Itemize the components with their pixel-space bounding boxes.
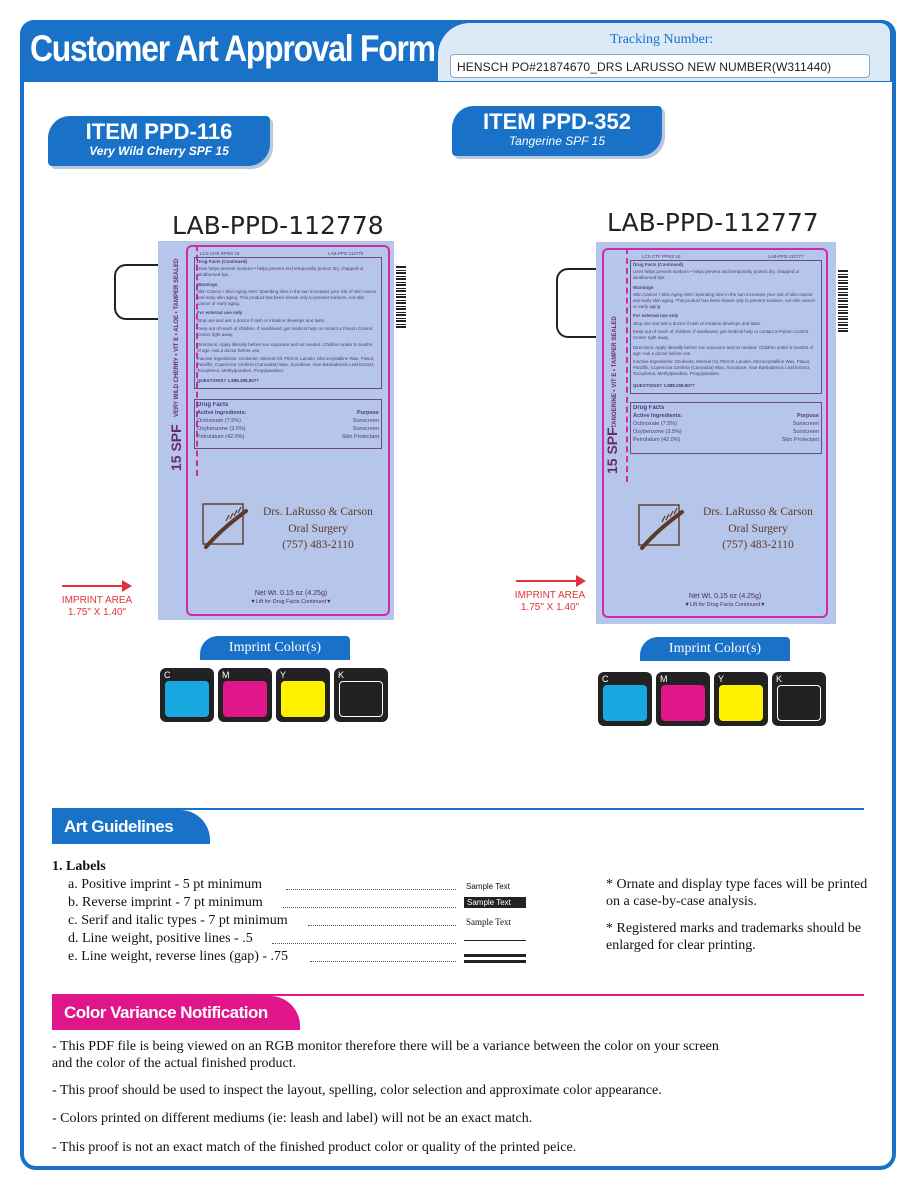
guideline-item: b. Reverse imprint - 7 pt minimum [68,895,263,910]
guideline-note-trademarks: * Registered marks and trademarks should be enlarged for clear printing. [606,921,862,953]
guideline-note-ornate: * Ornate and display type faces will be printed on a case-by-case analysis. [606,877,868,909]
active-row-purpose: Sunscreen [792,429,819,435]
drug-facts-skin-cancer: Skin Cancer / Skin Aging Alert: Spending time in the sun increases your risk of skin cancer and early skin aging. This product has been shown only to prevent sunburn, not skin cancer or early aging. [197,289,377,306]
drug-facts-skin-cancer: Skin Cancer / Skin Aging Alert: Spending time in the sun increases your risk of skin cancer and early skin aging. This product has been shown only to prevent sunburn, not skin cancer or early aging. [633,292,816,309]
drug-facts-title: Drug Facts [633,405,665,411]
drug-facts-keep-out: Keep out of reach of children. If swallowed, get medical help or contact a Poison Control Center right away. [633,329,809,340]
sample-reverse-text: Sample Text [464,897,526,908]
drug-facts-continued-panel [194,257,382,389]
leader-dots [308,925,456,926]
spine-spf: 15 SPF [604,427,620,474]
hang-tab-outline [556,268,600,338]
drug-facts-questions: QUESTIONS? 1.888.298.8077 [633,383,695,388]
color-variance-line: - Colors printed on different mediums (ie: leash and label) will not be an exact match. [52,1111,533,1126]
leader-dots [286,889,456,890]
active-row-name: Octinoxate (7.5%) [197,418,242,424]
label-header-right: LAB-PPD-112777 [768,254,804,259]
drug-facts-external: For external use only [197,310,243,315]
swatch-key: Y [718,674,725,684]
swatch-fill [281,681,325,717]
guideline-item: e. Line weight, reverse lines (gap) - .75 [68,949,289,964]
swatch-key: C [602,674,609,684]
swatch-fill [661,685,705,721]
drug-facts-stop-use: Stop use and ask a doctor if rash or irritation develops and lasts. [197,318,326,323]
color-variance-line: - This proof is not an exact match of the finished product color or quality of the printed peice. [52,1140,577,1155]
swatch-key: K [338,670,345,680]
active-row-purpose: Skin Protectant [781,437,819,443]
swatch-cyan [160,668,214,722]
company-name: Drs. LaRusso & Carson [263,506,373,518]
swatch-cyan [598,672,652,726]
imprint-color-tab: Imprint Color(s) [200,636,350,660]
swatch-black [772,672,826,726]
swatch-key: K [776,674,783,684]
color-variance-heading: Color Variance Notification [52,996,300,1030]
lab-number: LAB-PPD-112778 [172,211,384,240]
drug-facts-inactive: Inactive Ingredients: Ozokerite, Mineral Oil, PEG-8, Lanolin, Microcrystalline Wax, Flavor, Paraffin, Copernicia Cerifera (Carnauba) Wax, Sucralose, Aloe Barbadensis Leaf Extract, Tocopherol, Methylparaben, Propylparaben. [633,359,811,376]
tracking-label: Tracking Number: [610,32,714,47]
color-variance-line: - This PDF file is being viewed on an RGB monitor therefore there will be a variance between the color on your screen and the color of the actual finished product. [52,1039,719,1071]
imprint-area-title: IMPRINT AREA [61,595,133,606]
spine-spf: 15 SPF [168,424,184,471]
lift-instructions: ▼Lift for Drug Facts Continued▼ [250,599,332,605]
active-row-purpose: Skin Protectant [341,434,379,440]
active-row-name: Petrolatum (42.0%) [633,437,681,443]
drug-facts-continued: Drug Facts (Continued) [633,262,683,267]
company-phone: (757) 483-2110 [722,539,794,551]
active-row-purpose: Sunscreen [352,426,379,432]
drug-facts-continued: Drug Facts (Continued) [197,259,247,264]
purpose-label: Purpose [796,413,819,419]
company-phone: (757) 483-2110 [282,539,354,551]
imprint-area-label [56,595,138,619]
swatch-yellow [276,668,330,722]
guideline-item: d. Line weight, positive lines - .5 [68,931,253,946]
sample-positive-text: Sample Text [466,882,510,891]
toothbrush-logo-icon [202,503,248,551]
barcode [396,266,406,328]
sample-serif-text: Sample Text [466,917,511,927]
label-artwork [158,241,394,620]
drug-facts-directions: Directions: Apply liberally before sun exposure and as needed. Children under 6 months of age: Ask a doctor before use. [197,342,373,353]
drug-facts-title: Drug Facts [197,402,229,408]
purpose-label: Purpose [356,410,379,416]
label-header-right: LAB-PPD-112778 [328,251,364,256]
drug-facts-warnings: Warnings [197,282,218,287]
imprint-area-size: 1.75" X 1.40" [520,602,580,613]
art-guidelines-heading: Art Guidelines [52,810,210,844]
swatch-fill [777,685,821,721]
swatch-key: C [164,670,171,680]
imprint-color-tab: Imprint Color(s) [640,637,790,661]
tracking-number-field[interactable]: HENSCH PO#21874670_DRS LARUSSO NEW NUMBER(W311440) [450,54,870,78]
item-tag-1 [48,116,270,166]
drug-facts-inactive: Inactive Ingredients: Ozokerite, Mineral Oil, PEG-8, Lanolin, Microcrystalline Wax, Flavor, Paraffin, Copernicia Cerifera (Carnauba) Wax, Sucralose, Aloe Barbadensis Leaf Extract, Tocopherol, Methylparaben, Propylparaben. [197,356,375,373]
spine-description: VERY WILD CHERRY • VIT E • ALOE • TAMPER SEALED [174,258,180,417]
swatch-fill [719,685,763,721]
swatch-fill [223,681,267,717]
spine-description: TANGERINE • VIT E • TAMPER SEALED [612,316,618,428]
lab-number: LAB-PPD-112777 [607,208,819,237]
swatch-key: M [660,674,668,684]
guideline-item: c. Serif and italic types - 7 pt minimum [68,913,288,928]
net-weight: Net Wt. 0.15 oz (4.25g) [254,590,328,597]
barcode [838,270,848,332]
company-line-2: Oral Surgery [288,523,348,535]
label-artwork [596,242,836,624]
label-header-left: LCS CTF PPNS 15 [642,254,681,259]
leader-dots [283,907,456,908]
item-flavor: Very Wild Cherry SPF 15 [89,144,229,158]
item-flavor: Tangerine SPF 15 [508,134,606,148]
active-row-name: Oxybenzone (3.5%) [197,426,246,432]
drug-facts-panel [630,402,822,454]
drug-facts-uses: Uses helps prevent sunburn • helps prevent and temporarily protect dry, chapped or windburned lips. [633,269,800,280]
item-code: ITEM PPD-352 [483,109,631,134]
drug-facts-stop-use: Stop use and ask a doctor if rash or irritation develops and lasts. [633,321,762,326]
active-ingredients-label: Active Ingredients: [633,413,683,419]
swatch-black [334,668,388,722]
drug-facts-uses: Uses helps prevent sunburn • helps prevent and temporarily protect dry, chapped or windburned lips. [197,266,364,277]
active-row-name: Petrolatum (42.0%) [197,434,245,440]
active-row-name: Octinoxate (7.5%) [633,421,678,427]
leader-dots [272,943,456,944]
lift-instructions: ▼Lift for Drug Facts Continued▼ [684,602,766,608]
active-row-name: Oxybenzone (3.5%) [633,429,682,435]
form-title: Customer Art Approval Form [30,28,435,69]
swatch-magenta [218,668,272,722]
drug-facts-continued-panel [630,260,822,394]
toothbrush-logo-icon [638,504,684,552]
swatch-fill [165,681,209,717]
drug-facts-directions: Directions: Apply liberally before sun exposure and as needed. Children under 6 months of age: Ask a doctor before use. [633,345,814,356]
swatch-fill [339,681,383,717]
sample-reverse-lines [464,954,526,957]
swatch-magenta [656,672,710,726]
imprint-area-title: IMPRINT AREA [514,590,586,601]
guideline-item: a. Positive imprint - 5 pt minimum [68,877,263,892]
imprint-area-arrow [62,585,130,587]
drug-facts-external: For external use only [633,313,679,318]
color-variance-line: - This proof should be used to inspect the layout, spelling, color selection and approximate color appearance. [52,1083,662,1098]
active-ingredients-label: Active Ingredients: [197,410,247,416]
label-header-left: LCS CHE RPNS 15 [200,251,240,256]
imprint-area-size: 1.75" X 1.40" [67,607,127,618]
drug-facts-questions: QUESTIONS? 1.888.298.8077 [197,378,259,383]
drug-facts-warnings: Warnings [633,285,654,290]
company-line-2: Oral Surgery [728,523,788,535]
swatch-yellow [714,672,768,726]
sample-reverse-lines [464,960,526,963]
imprint-area-label [508,590,592,614]
imprint-area-arrow [516,580,584,582]
item-tag-2 [452,106,662,156]
leader-dots [310,961,456,962]
labels-heading: 1. Labels [52,859,106,874]
drug-facts-keep-out: Keep out of reach of children. If swallowed, get medical help or contact a Poison Control Center right away. [197,326,373,337]
sample-positive-line [464,940,526,941]
drug-facts-panel [194,399,382,449]
item-code: ITEM PPD-116 [85,119,233,144]
active-row-purpose: Sunscreen [352,418,379,424]
active-row-purpose: Sunscreen [792,421,819,427]
swatch-fill [603,685,647,721]
swatch-key: M [222,670,230,680]
net-weight: Net Wt. 0.15 oz (4.25g) [688,593,762,600]
company-name: Drs. LaRusso & Carson [703,506,813,518]
hang-tab-outline [114,264,162,320]
swatch-key: Y [280,670,287,680]
